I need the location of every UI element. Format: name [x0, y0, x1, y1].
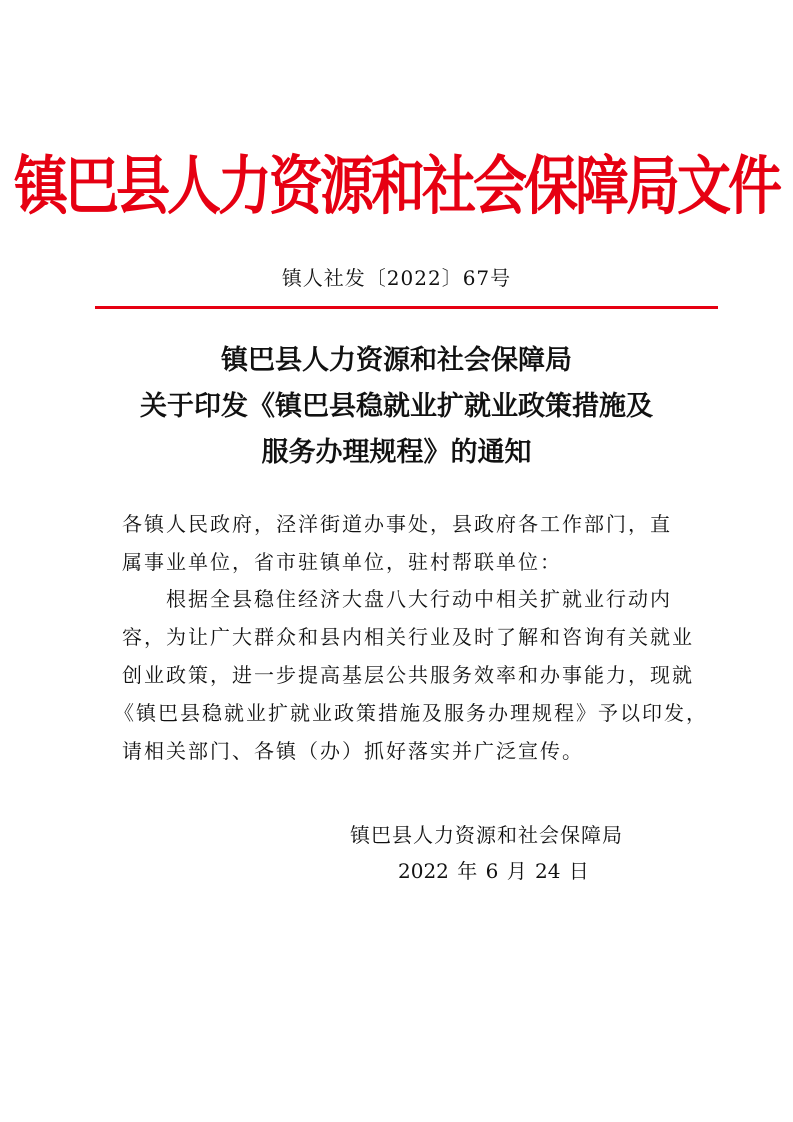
body-paragraph	[114, 580, 708, 770]
signature-block	[350, 817, 670, 889]
body-line: 容，为让广大群众和县内相关行业及时了解和咨询有关就业	[122, 625, 694, 649]
addressee-line: 各镇人民政府，泾洋街道办事处，县政府各工作部门，直	[122, 512, 672, 536]
body-line: 根据全县稳住经济大盘八大行动中相关扩就业行动内	[166, 587, 672, 611]
body-line: 创业政策，进一步提高基层公共服务效率和办事能力，现就	[122, 663, 694, 687]
issuing-organization: 镇巴县人力资源和社会保障局	[350, 823, 623, 847]
document-number: 镇人社发〔2022〕67号	[281, 266, 512, 290]
body-line: 《镇巴县稳就业扩就业政策措施及服务办理规程》予以印发，	[114, 701, 708, 725]
addressee-block	[122, 505, 682, 581]
document-masthead: 镇巴县人力资源和社会保障局文件	[14, 148, 779, 224]
issue-date: 2022 年 6 月 24 日	[398, 859, 589, 883]
body-line: 请相关部门、各镇（办）抓好落实并广泛宣传。	[122, 739, 584, 763]
title-line: 关于印发《镇巴县稳就业扩就业政策措施及	[140, 391, 653, 422]
title-line: 镇巴县人力资源和社会保障局	[221, 345, 572, 376]
addressee-line: 属事业单位，省市驻镇单位，驻村帮联单位：	[122, 550, 562, 574]
notice-title	[0, 338, 793, 476]
title-line: 服务办理规程》的通知	[261, 437, 532, 468]
red-divider-line	[95, 306, 718, 309]
